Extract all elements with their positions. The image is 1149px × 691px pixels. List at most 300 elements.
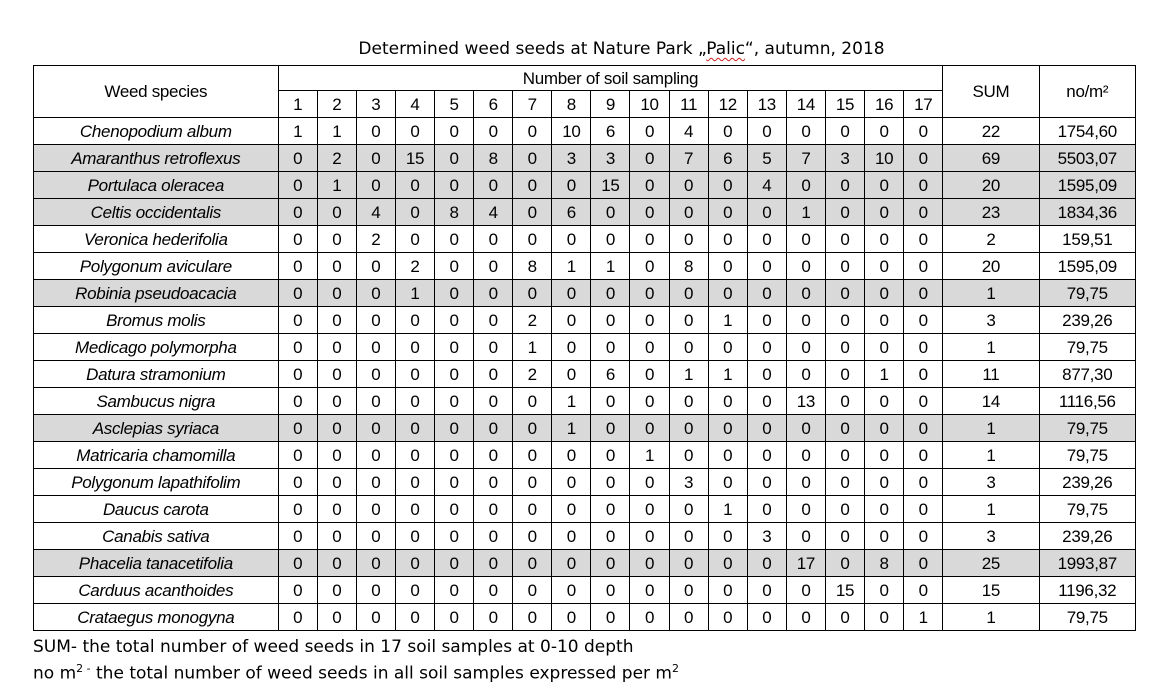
sample-value-cell: 0 (317, 253, 356, 280)
header-no-m2: no/m² (1039, 66, 1135, 118)
sample-value-cell: 0 (513, 280, 552, 307)
sample-value-cell: 0 (552, 226, 591, 253)
sample-value-cell: 0 (317, 388, 356, 415)
sample-value-cell: 0 (786, 334, 825, 361)
sample-value-cell: 0 (278, 469, 317, 496)
sample-value-cell: 0 (395, 550, 434, 577)
sample-value-cell: 0 (395, 172, 434, 199)
footnote-m2-end-sup: 2 (671, 662, 679, 675)
sample-value-cell: 0 (904, 118, 943, 145)
sample-value-cell: 0 (278, 442, 317, 469)
sample-number-header: 7 (513, 91, 552, 118)
sample-value-cell: 0 (552, 469, 591, 496)
sample-value-cell: 0 (513, 415, 552, 442)
sample-value-cell: 0 (865, 442, 904, 469)
species-cell: Matricaria chamomilla (34, 442, 279, 469)
sample-value-cell: 0 (395, 118, 434, 145)
sample-value-cell: 0 (395, 469, 434, 496)
sample-value-cell: 1 (513, 334, 552, 361)
sample-value-cell: 0 (317, 496, 356, 523)
sample-value-cell: 0 (825, 118, 864, 145)
weed-seeds-table (33, 65, 1136, 631)
sample-value-cell: 0 (904, 280, 943, 307)
sample-value-cell: 0 (825, 442, 864, 469)
sample-value-cell: 0 (474, 577, 513, 604)
sample-value-cell: 0 (825, 361, 864, 388)
sample-value-cell: 0 (591, 577, 630, 604)
sample-value-cell: 0 (395, 604, 434, 631)
sample-value-cell: 0 (395, 523, 434, 550)
sum-cell: 22 (943, 118, 1039, 145)
sample-number-header: 6 (474, 91, 513, 118)
sample-value-cell: 0 (747, 226, 786, 253)
sample-value-cell: 0 (356, 523, 395, 550)
sample-value-cell: 1 (278, 118, 317, 145)
sample-value-cell: 0 (435, 604, 474, 631)
sample-value-cell: 0 (317, 334, 356, 361)
sample-value-cell: 0 (825, 334, 864, 361)
sum-cell: 1 (943, 604, 1039, 631)
sample-value-cell: 0 (630, 199, 669, 226)
sample-value-cell: 0 (630, 604, 669, 631)
sample-value-cell: 0 (747, 361, 786, 388)
sample-value-cell: 0 (278, 496, 317, 523)
sample-value-cell: 0 (278, 172, 317, 199)
sample-value-cell: 0 (669, 334, 708, 361)
sample-value-cell: 0 (865, 199, 904, 226)
sample-value-cell: 0 (317, 442, 356, 469)
sample-value-cell: 0 (356, 415, 395, 442)
sample-value-cell: 0 (435, 523, 474, 550)
sample-value-cell: 4 (669, 118, 708, 145)
sample-value-cell: 2 (317, 145, 356, 172)
sample-number-header: 16 (865, 91, 904, 118)
sample-value-cell: 0 (513, 550, 552, 577)
per-m2-cell: 239,26 (1039, 469, 1135, 496)
species-cell: Portulaca oleracea (34, 172, 279, 199)
sample-value-cell: 0 (747, 577, 786, 604)
species-cell: Sambucus nigra (34, 388, 279, 415)
footnote-m2-prefix: no m (33, 663, 77, 684)
sample-value-cell: 8 (513, 253, 552, 280)
sample-value-cell: 0 (395, 199, 434, 226)
sample-value-cell: 0 (669, 226, 708, 253)
sample-value-cell: 4 (747, 172, 786, 199)
sample-value-cell: 0 (395, 496, 434, 523)
sample-value-cell: 0 (474, 523, 513, 550)
table-row (34, 172, 1136, 199)
species-cell: Phacelia tanacetifolia (34, 550, 279, 577)
species-cell: Daucus carota (34, 496, 279, 523)
table-row (34, 226, 1136, 253)
sample-number-header: 4 (395, 91, 434, 118)
sample-value-cell: 0 (865, 253, 904, 280)
table-row (34, 550, 1136, 577)
sample-value-cell: 0 (435, 361, 474, 388)
header-sum: SUM (943, 66, 1039, 118)
sample-value-cell: 0 (747, 469, 786, 496)
table-row (34, 199, 1136, 226)
species-cell: Datura stramonium (34, 361, 279, 388)
species-cell: Chenopodium album (34, 118, 279, 145)
footnote-sum: SUM- the total number of weed seeds in 17 soil samples at 0-10 depth (33, 637, 634, 657)
species-cell: Crataegus monogyna (34, 604, 279, 631)
sample-value-cell: 0 (317, 199, 356, 226)
sample-value-cell: 0 (786, 172, 825, 199)
sample-value-cell: 0 (552, 307, 591, 334)
sample-value-cell: 0 (825, 604, 864, 631)
sample-number-header: 14 (786, 91, 825, 118)
sample-value-cell: 0 (591, 226, 630, 253)
sample-value-cell: 0 (513, 172, 552, 199)
sample-value-cell: 0 (904, 469, 943, 496)
sample-value-cell: 0 (865, 307, 904, 334)
sample-value-cell: 1 (317, 118, 356, 145)
sample-value-cell: 0 (513, 469, 552, 496)
sample-value-cell: 0 (904, 415, 943, 442)
sample-value-cell: 0 (708, 280, 747, 307)
sample-number-header: 9 (591, 91, 630, 118)
sample-value-cell: 0 (278, 388, 317, 415)
sample-value-cell: 0 (865, 469, 904, 496)
sample-value-cell: 0 (669, 280, 708, 307)
sample-value-cell: 0 (630, 469, 669, 496)
sample-value-cell: 0 (630, 307, 669, 334)
sample-number-header: 1 (278, 91, 317, 118)
sample-value-cell: 0 (708, 118, 747, 145)
sample-value-cell: 10 (865, 145, 904, 172)
sample-value-cell: 0 (435, 145, 474, 172)
sample-value-cell: 0 (904, 361, 943, 388)
sample-value-cell: 0 (356, 550, 395, 577)
sample-value-cell: 0 (591, 604, 630, 631)
sample-value-cell: 0 (395, 415, 434, 442)
sample-value-cell: 0 (278, 604, 317, 631)
sample-value-cell: 0 (708, 334, 747, 361)
sample-value-cell: 0 (825, 199, 864, 226)
sample-value-cell: 3 (552, 145, 591, 172)
sample-value-cell: 0 (356, 442, 395, 469)
sample-value-cell: 0 (317, 307, 356, 334)
per-m2-cell: 1595,09 (1039, 172, 1135, 199)
sample-value-cell: 0 (825, 253, 864, 280)
sample-value-cell: 0 (865, 577, 904, 604)
sample-value-cell: 0 (591, 307, 630, 334)
sum-cell: 1 (943, 415, 1039, 442)
sample-value-cell: 0 (435, 550, 474, 577)
sample-value-cell: 0 (474, 172, 513, 199)
sample-value-cell: 0 (786, 253, 825, 280)
sum-cell: 25 (943, 550, 1039, 577)
sample-value-cell: 0 (669, 415, 708, 442)
sample-value-cell: 1 (708, 307, 747, 334)
sample-value-cell: 0 (786, 415, 825, 442)
table-row (34, 280, 1136, 307)
sample-value-cell: 0 (474, 604, 513, 631)
sample-value-cell: 0 (708, 253, 747, 280)
table-row (34, 118, 1136, 145)
sample-value-cell: 0 (552, 577, 591, 604)
sample-value-cell: 1 (904, 604, 943, 631)
sample-value-cell: 0 (747, 604, 786, 631)
sample-value-cell: 17 (786, 550, 825, 577)
table-row (34, 604, 1136, 631)
sample-value-cell: 0 (278, 334, 317, 361)
sample-value-cell: 0 (708, 469, 747, 496)
per-m2-cell: 239,26 (1039, 307, 1135, 334)
sample-value-cell: 0 (552, 496, 591, 523)
sample-value-cell: 0 (513, 226, 552, 253)
sample-value-cell: 0 (708, 523, 747, 550)
sample-value-cell: 0 (552, 523, 591, 550)
sample-value-cell: 0 (630, 550, 669, 577)
sample-value-cell: 0 (317, 226, 356, 253)
sample-value-cell: 0 (669, 172, 708, 199)
sample-value-cell: 0 (708, 550, 747, 577)
sample-value-cell: 0 (708, 415, 747, 442)
sample-value-cell: 0 (904, 307, 943, 334)
per-m2-cell: 79,75 (1039, 415, 1135, 442)
sample-value-cell: 0 (825, 226, 864, 253)
table-title (0, 39, 1149, 59)
sample-value-cell: 0 (435, 226, 474, 253)
sample-value-cell: 0 (435, 334, 474, 361)
sample-value-cell: 2 (513, 307, 552, 334)
per-m2-cell: 79,75 (1039, 496, 1135, 523)
sample-value-cell: 0 (356, 253, 395, 280)
sample-value-cell: 0 (825, 280, 864, 307)
sample-value-cell: 0 (395, 226, 434, 253)
sample-value-cell: 0 (865, 280, 904, 307)
sample-value-cell: 0 (708, 199, 747, 226)
sample-number-header: 17 (904, 91, 943, 118)
sample-value-cell: 8 (474, 145, 513, 172)
sample-value-cell: 0 (904, 550, 943, 577)
sample-value-cell: 0 (278, 145, 317, 172)
sample-value-cell: 0 (865, 118, 904, 145)
sample-value-cell: 0 (552, 442, 591, 469)
sample-value-cell: 0 (474, 280, 513, 307)
sample-value-cell: 0 (630, 172, 669, 199)
sample-value-cell: 0 (786, 577, 825, 604)
per-m2-cell: 1834,36 (1039, 199, 1135, 226)
sample-number-header: 2 (317, 91, 356, 118)
sample-value-cell: 0 (904, 388, 943, 415)
sample-value-cell: 0 (825, 550, 864, 577)
table-row (34, 388, 1136, 415)
sample-value-cell: 0 (591, 469, 630, 496)
sample-value-cell: 0 (786, 442, 825, 469)
sample-value-cell: 0 (356, 604, 395, 631)
sample-value-cell: 2 (395, 253, 434, 280)
sample-value-cell: 0 (825, 496, 864, 523)
table-row (34, 442, 1136, 469)
per-m2-cell: 79,75 (1039, 280, 1135, 307)
sample-number-header: 8 (552, 91, 591, 118)
sample-value-cell: 0 (669, 442, 708, 469)
sample-value-cell: 0 (317, 361, 356, 388)
sample-value-cell: 4 (356, 199, 395, 226)
sample-value-cell: 0 (474, 253, 513, 280)
header-sampling: Number of soil sampling (278, 66, 943, 91)
sample-value-cell: 0 (786, 280, 825, 307)
sample-value-cell: 0 (278, 226, 317, 253)
sample-value-cell: 0 (747, 253, 786, 280)
sample-value-cell: 0 (904, 442, 943, 469)
sample-value-cell: 0 (513, 199, 552, 226)
footnote-m2 (33, 662, 679, 684)
sample-value-cell: 0 (669, 550, 708, 577)
per-m2-cell: 79,75 (1039, 334, 1135, 361)
sample-value-cell: 0 (786, 469, 825, 496)
table-row (34, 469, 1136, 496)
sum-cell: 3 (943, 469, 1039, 496)
sample-value-cell: 0 (669, 496, 708, 523)
sample-value-cell: 6 (591, 118, 630, 145)
sample-value-cell: 0 (786, 226, 825, 253)
sample-value-cell: 0 (630, 334, 669, 361)
title-prefix: Determined weed seeds at Nature Park „ (358, 39, 707, 59)
sum-cell: 20 (943, 172, 1039, 199)
sample-value-cell: 0 (552, 334, 591, 361)
sample-value-cell: 0 (786, 523, 825, 550)
sample-value-cell: 0 (630, 253, 669, 280)
sample-value-cell: 0 (356, 361, 395, 388)
sample-value-cell: 0 (825, 469, 864, 496)
sample-value-cell: 0 (630, 145, 669, 172)
table-row (34, 361, 1136, 388)
species-cell: Polygonum aviculare (34, 253, 279, 280)
sample-value-cell: 0 (825, 388, 864, 415)
sample-value-cell: 1 (591, 253, 630, 280)
sum-cell: 1 (943, 496, 1039, 523)
sample-value-cell: 0 (747, 442, 786, 469)
sample-value-cell: 0 (474, 550, 513, 577)
sample-value-cell: 13 (786, 388, 825, 415)
sample-value-cell: 0 (708, 226, 747, 253)
sample-value-cell: 0 (786, 307, 825, 334)
sample-value-cell: 0 (395, 334, 434, 361)
sample-value-cell: 0 (317, 577, 356, 604)
sample-value-cell: 0 (747, 118, 786, 145)
sample-value-cell: 0 (708, 577, 747, 604)
table-body (34, 118, 1136, 631)
sum-cell: 69 (943, 145, 1039, 172)
sample-value-cell: 6 (591, 361, 630, 388)
sample-value-cell: 0 (591, 415, 630, 442)
sample-value-cell: 0 (904, 253, 943, 280)
sample-value-cell: 0 (317, 280, 356, 307)
sample-value-cell: 0 (474, 118, 513, 145)
sample-value-cell: 0 (317, 604, 356, 631)
species-cell: Carduus acanthoides (34, 577, 279, 604)
sample-value-cell: 0 (669, 388, 708, 415)
sample-value-cell: 0 (513, 577, 552, 604)
species-cell: Veronica hederifolia (34, 226, 279, 253)
sample-value-cell: 0 (513, 604, 552, 631)
sample-value-cell: 0 (552, 280, 591, 307)
sample-value-cell: 0 (904, 334, 943, 361)
species-cell: Amaranthus retroflexus (34, 145, 279, 172)
sample-value-cell: 0 (591, 388, 630, 415)
sample-value-cell: 0 (474, 388, 513, 415)
sample-value-cell: 1 (552, 253, 591, 280)
table-row (34, 523, 1136, 550)
sample-value-cell: 0 (474, 334, 513, 361)
sample-value-cell: 0 (474, 496, 513, 523)
sample-value-cell: 0 (630, 415, 669, 442)
sample-value-cell: 2 (513, 361, 552, 388)
sample-value-cell: 8 (435, 199, 474, 226)
sample-value-cell: 2 (356, 226, 395, 253)
sample-value-cell: 0 (552, 361, 591, 388)
per-m2-cell: 159,51 (1039, 226, 1135, 253)
sample-value-cell: 0 (591, 550, 630, 577)
sample-value-cell: 5 (747, 145, 786, 172)
sample-value-cell: 15 (591, 172, 630, 199)
per-m2-cell: 5503,07 (1039, 145, 1135, 172)
sample-value-cell: 1 (552, 415, 591, 442)
sample-value-cell: 0 (747, 334, 786, 361)
sample-value-cell: 0 (904, 226, 943, 253)
sample-value-cell: 0 (435, 280, 474, 307)
sample-value-cell: 0 (317, 469, 356, 496)
sum-cell: 3 (943, 523, 1039, 550)
title-spellcheck-word: Palic (706, 39, 745, 59)
sample-value-cell: 0 (825, 172, 864, 199)
sample-value-cell: 0 (786, 361, 825, 388)
table-row (34, 496, 1136, 523)
sample-value-cell: 0 (708, 604, 747, 631)
sample-value-cell: 0 (865, 226, 904, 253)
sample-value-cell: 0 (278, 253, 317, 280)
sample-value-cell: 0 (747, 550, 786, 577)
sample-value-cell: 0 (278, 415, 317, 442)
sample-value-cell: 0 (747, 307, 786, 334)
species-cell: Robinia pseudoacacia (34, 280, 279, 307)
sample-number-header: 3 (356, 91, 395, 118)
sample-value-cell: 0 (474, 226, 513, 253)
sample-value-cell: 0 (747, 496, 786, 523)
sample-value-cell: 0 (474, 307, 513, 334)
sum-cell: 3 (943, 307, 1039, 334)
sample-value-cell: 0 (630, 388, 669, 415)
sample-value-cell: 0 (591, 334, 630, 361)
sample-value-cell: 0 (474, 415, 513, 442)
sample-value-cell: 0 (630, 496, 669, 523)
sample-value-cell: 0 (395, 442, 434, 469)
sample-value-cell: 0 (356, 172, 395, 199)
per-m2-cell: 79,75 (1039, 442, 1135, 469)
sample-value-cell: 15 (395, 145, 434, 172)
sample-value-cell: 0 (356, 145, 395, 172)
sample-value-cell: 0 (356, 280, 395, 307)
sample-value-cell: 0 (904, 577, 943, 604)
sample-value-cell: 0 (435, 172, 474, 199)
sample-value-cell: 0 (825, 415, 864, 442)
per-m2-cell: 239,26 (1039, 523, 1135, 550)
sum-cell: 1 (943, 334, 1039, 361)
sum-cell: 11 (943, 361, 1039, 388)
sample-value-cell: 1 (708, 361, 747, 388)
sample-value-cell: 0 (630, 118, 669, 145)
sample-value-cell: 0 (825, 307, 864, 334)
sample-number-header: 15 (825, 91, 864, 118)
sample-value-cell: 0 (317, 415, 356, 442)
sample-value-cell: 1 (865, 361, 904, 388)
sample-value-cell: 0 (513, 388, 552, 415)
sample-value-cell: 0 (395, 307, 434, 334)
